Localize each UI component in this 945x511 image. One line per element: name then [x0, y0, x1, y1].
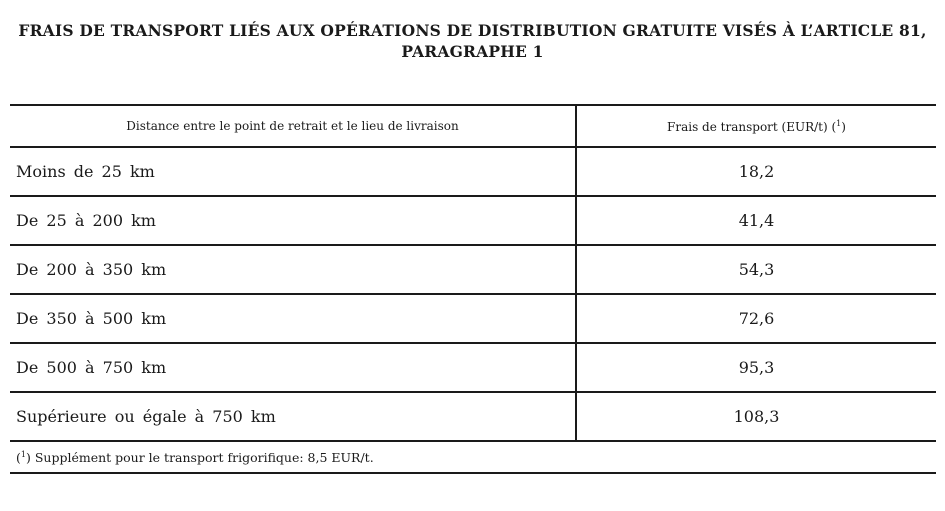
table-header-row [10, 105, 936, 147]
header-cost: Frais de transport (EUR/t) ($^1$) [667, 118, 846, 134]
cost-cell: 41,4 [738, 211, 775, 230]
cost-cell: 72,6 [738, 309, 775, 328]
distance-cell: De 200 à 350 km [10, 245, 576, 294]
header-distance-label: Distance entre le point de retrait et le lieu de livraison [126, 119, 459, 133]
cost-cell: 95,3 [738, 358, 775, 377]
table-row [10, 147, 936, 196]
distance-cell: De 25 à 200 km [10, 196, 576, 245]
cost-cell: 54,3 [738, 260, 775, 279]
table-row [10, 343, 936, 392]
table-row [10, 196, 936, 245]
table-row [10, 294, 936, 343]
distance-cell: De 500 à 750 km [10, 343, 576, 392]
title-line-1: FRAIS DE TRANSPORT LIÉS AUX OPÉRATIONS DE DISTRIBUTION GRATUITE VISÉS À L’ARTICLE 81, [18, 21, 927, 40]
header-cost-label: Frais de transport (EUR/t) [667, 119, 828, 134]
distance-cell: Moins de 25 km [10, 147, 576, 196]
footnote-ref: 1 [20, 450, 26, 459]
header-cost-footnote-ref: 1 [836, 118, 842, 128]
cost-cell: 18,2 [738, 162, 775, 181]
footnote-text: Supplément pour le transport frigorifique: 8,5 EUR/t. [34, 450, 374, 466]
document-title [10, 20, 935, 62]
transport-cost-table [10, 104, 936, 442]
table-row [10, 245, 936, 294]
header-distance [10, 105, 576, 147]
table-row [10, 392, 936, 441]
title-line-2: PARAGRAPHE 1 [401, 42, 544, 61]
footnote: ($^1$) Supplément pour le transport frigorifique: 8,5 EUR/t. [10, 436, 936, 474]
distance-cell: Supérieure ou égale à 750 km [10, 392, 576, 441]
distance-cell: De 350 à 500 km [10, 294, 576, 343]
cost-cell: 108,3 [733, 407, 780, 426]
